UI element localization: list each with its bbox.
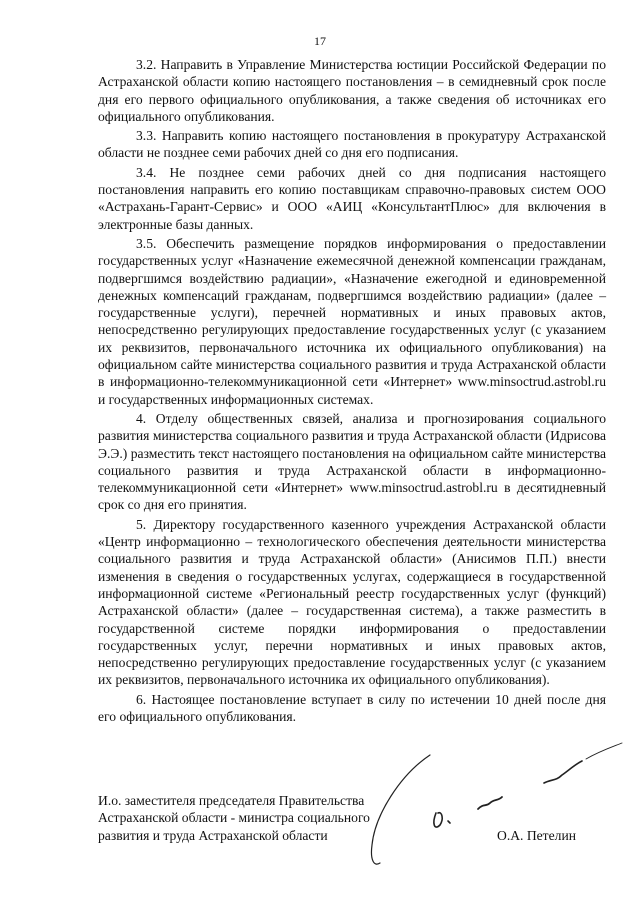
paragraph-6: 6. Настоящее постановление вступает в силу по истечении 10 дней после дня его официального опубликования. xyxy=(98,691,606,724)
document-body xyxy=(98,56,606,727)
signature-stroke-initial xyxy=(434,813,450,827)
paragraph-4: 4. Отделу общественных связей, анализа и прогнозирования социального развития министерства социального развития и труда Астраханской области (Идрисова Э.Э.) разместить текст настоящего постановления на официальном сайте министерства социального развития и труда Астраханской области в информационно-телекоммуникационной сети «Интернет» www.minsoctrud.astrobl.ru в десятидневный срок со дня его принятия. xyxy=(98,410,606,513)
paragraph-3-2: 3.2. Направить в Управление Министерства юстиции Российской Федерации по Астраханской области копию настоящего постановления – в семидневный срок после дня его первого официального опубликования, а также сведения об источниках его официального опубликования. xyxy=(98,57,606,124)
paragraph-3-3: 3.3. Направить копию настоящего постановления в прокуратуру Астраханской области не позднее семи рабочих дней со дня его подписания. xyxy=(98,128,606,161)
signature-stroke-middle xyxy=(478,797,502,809)
signatory-position xyxy=(98,792,388,844)
paragraph-3-5: 3.5. Обеспечить размещение порядков информирования о предоставлении государственных услуг «Назначение ежемесячной денежной компенсации гражданам, подвергшимся воздействию радиации», «Назначение ежегодной и единовременной денежных компенсаций гражданам, подвергшимся воздействию радиации» (далее – государственные услуги), перечней нормативных и иных правовых актов, непосредственно регулирующих предоставление государственных услуг (с указанием их реквизитов, первоначального источника их официального опубликования) на официальном сайте министерства социального развития и труда Астраханской области в информационно-телекоммуникационной сети «Интернет» www.minsoctrud.astrobl.ru и государственных информационных системах. xyxy=(98,235,606,407)
paragraph-5: 5. Директору государственного казенного учреждения Астраханской области «Центр информационно – технологического обеспечения деятельности министерства социального развития и труда Астраханской области» (Анисимов П.П.) внести изменения в сведения о государственных услугах, содержащиеся в государственной информационной системе «Региональный реестр государственных услуг (функций) Астраханской области» (далее – государственная система), а также разместить в государственной системе порядки информирования о предоставлении государственных услуг, перечни нормативных и иных правовых актов, непосредственно регулирующих предоставление государственных услуг (с указанием их реквизитов, первоначального источника их официального опубликования). xyxy=(98,516,606,688)
handwritten-signature xyxy=(360,735,630,875)
paragraph-3-4: 3.4. Не позднее семи рабочих дней со дня подписания настоящего постановления направить его копию поставщикам справочно-правовых систем ООО «Астрахань-Гарант-Сервис» и ООО «АИЦ «КонсультантПлюс» для включения в электронные базы данных. xyxy=(98,164,606,232)
signature-stroke-right xyxy=(544,761,582,783)
signature-stroke-tail xyxy=(586,743,622,759)
signatory-name: О.А. Петелин xyxy=(497,828,576,843)
signatory-position-line: И.о. заместителя председателя Правительства xyxy=(98,793,365,808)
signatory-position-line: развития и труда Астраханской области xyxy=(98,827,328,843)
signatory-position-line: Астраханской области - министра социального xyxy=(98,810,370,826)
page-number: 17 xyxy=(314,34,326,48)
